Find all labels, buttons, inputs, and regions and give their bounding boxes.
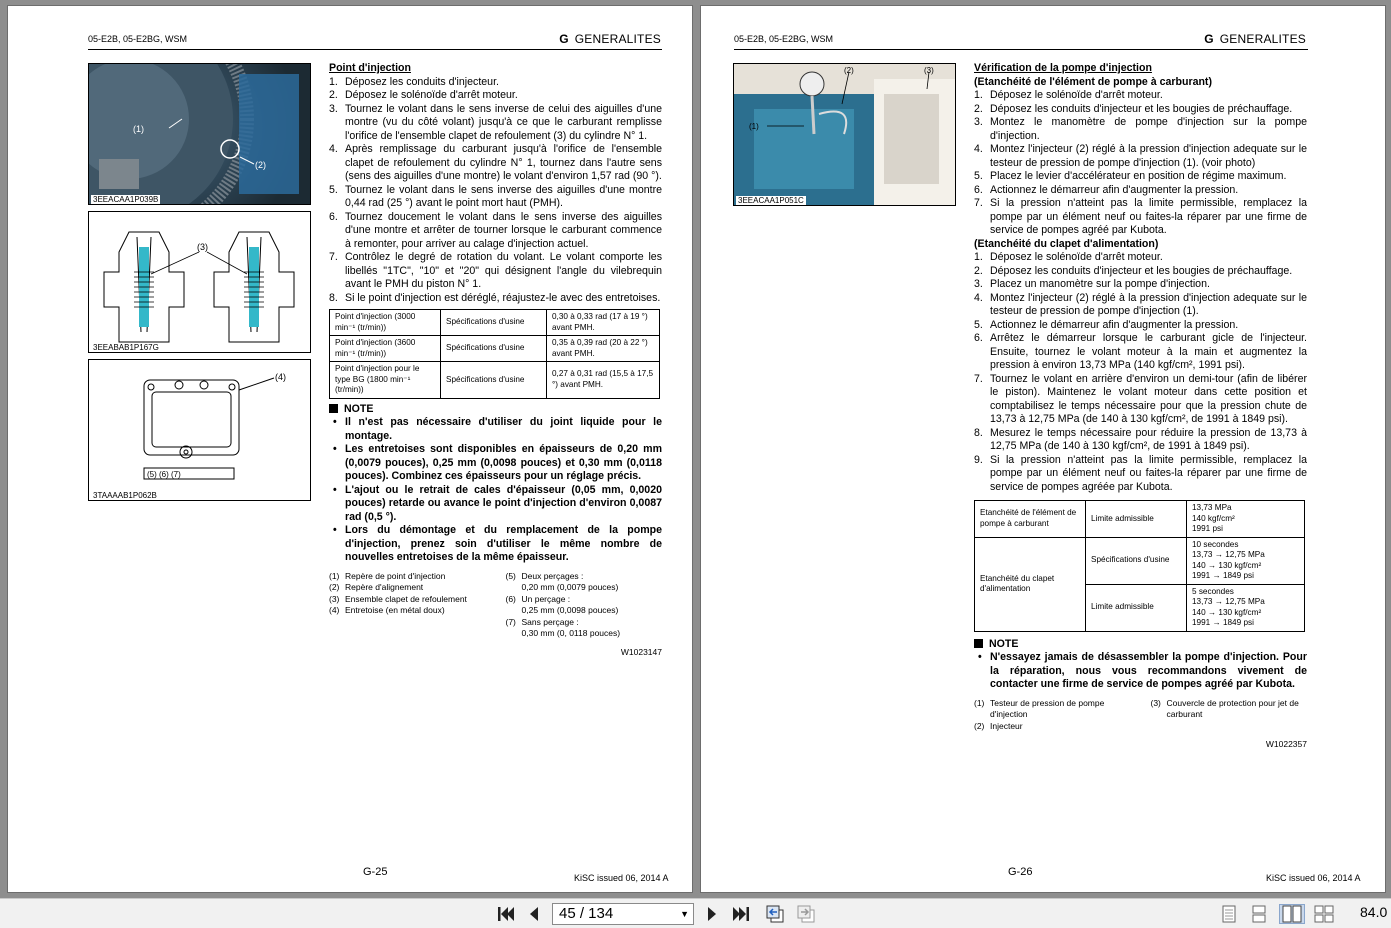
work-code: W1023147	[620, 646, 662, 657]
work-code: W1022357	[1265, 739, 1307, 749]
figure-flywheel-photo	[88, 63, 311, 205]
note-heading: NOTE	[974, 638, 1307, 652]
figure-caption: 3EEABAB1P167G	[93, 343, 159, 352]
table-row: Point d'injection pour le type BG (1800 min⁻¹ (tr/min)) Spécifications d'usine 0,27 à 0,31 rad (15,5 à 17,5 °) avant PMH.	[330, 362, 660, 399]
header-model: 05-E2B, 05-E2BG, WSM	[88, 34, 188, 44]
subsection-title: (Etanchéité de l'élément de pompe à carburant)	[974, 75, 1212, 88]
two-page-continuous-icon	[1314, 905, 1334, 923]
callout-1: (1)	[133, 124, 144, 134]
figure-caption: 3TAAAAB1P062B	[93, 491, 157, 500]
continuous-page-icon	[1252, 905, 1266, 923]
figure-legend: (1) Testeur de pression de pompe d'injection (2) Injecteur (3) Couvercle de protection pour jet de carburant	[974, 697, 1299, 731]
single-page-view-button[interactable]	[1219, 904, 1239, 924]
previous-page-icon	[528, 906, 540, 922]
step-item: 8. Mesurez le temps nécessaire pour réduire la pression de 13,73 à 12,75 MPa (de 140 à 130 kgf/cm², de 1991 à 1849 psi).	[974, 426, 1307, 452]
step-item: 1. Déposez le solénoïde d'arrêt moteur.	[974, 251, 1163, 263]
two-page-continuous-button[interactable]	[1313, 904, 1335, 924]
step-item: 5. Actionnez le démarreur afin d'augmenter la pression.	[974, 318, 1239, 331]
single-page-icon	[1222, 905, 1236, 923]
figure-pump-tester-photo	[733, 63, 956, 206]
page-right	[700, 5, 1386, 893]
figure-caption: 3EEACAA1P039B	[93, 195, 159, 204]
callout-4: (4)	[275, 372, 286, 382]
page-indicator: 45 / 134	[559, 905, 614, 922]
previous-page-button[interactable]	[525, 904, 543, 924]
figure-legend: (1) Repère de point d'injection (2) Repère d'alignement (3) Ensemble clapet de refoulement (4) Entretoise (en métal doux) (5) Deux perçages : 0,20 mm (0,0079 pouces) (6) Un perçage : 0,25 mm (0,0098 pouces) (7) Sans perçage : 0,30 mm (0, 0118 pouces)	[329, 570, 621, 638]
shim-illustration	[89, 360, 311, 501]
table-row: Etanchéité de l'élément de pompe à carburant Limite admissible 13,73 MPa 140 kgf/cm² 1991 psi	[975, 501, 1305, 538]
issued-label: KiSC issued 06, 2014 A	[574, 873, 669, 883]
figure-shim	[88, 359, 311, 501]
page-number: G-26	[1008, 866, 1033, 878]
next-view-icon	[796, 905, 816, 923]
callout-3: (3)	[924, 66, 934, 75]
pump-tester-illustration	[734, 64, 956, 206]
note-heading: NOTE	[329, 403, 662, 417]
step-item: 2. Déposez le solénoïde d'arrêt moteur.	[329, 89, 518, 101]
notes-list	[329, 416, 662, 565]
two-page-view-button[interactable]	[1279, 904, 1305, 924]
callout-2: (2)	[255, 160, 266, 170]
issued-label: KiSC issued 06, 2014 A	[1266, 873, 1361, 883]
table-row: Limite admissible 5 secondes 13,73 → 12,75 MPa 140 → 130 kgf/cm² 1991 → 1849 psi	[975, 584, 1305, 631]
step-item: 6. Arrêtez le démarreur lorsque le carburant gicle de l'injecteur. Ensuite, tournez le volant moteur à la main et augmentez la pression à environ 13,73 MPa (140 kgf/cm², 1991 psi).	[974, 332, 1307, 371]
note-item: • Lors du démontage et du remplacement de la pompe d'injection, prenez soin d'utiliser le même nombre de nouvelles entretoises de la même épaisseur.	[329, 524, 662, 565]
step-item: 5. Tournez le volant dans le sens inverse des aiguilles d'une montre 0,44 rad (25 °) avant le point mort haut (PMH).	[329, 183, 662, 209]
callout-2: (2)	[844, 66, 854, 75]
step-item: 7. Si la pression n'atteint pas la limite permissible, remplacez la pompe par un élément neuf ou faites-la réparer par une firme de service de pompes agréé par Kubota.	[974, 197, 1307, 236]
page-number: G-25	[363, 866, 388, 878]
continuous-view-button[interactable]	[1249, 904, 1269, 924]
section-title: Point d'injection	[329, 62, 411, 74]
note-item: • L'ajout ou le retrait de cales d'épaisseur (0,05 mm, 0,0020 pouces) retarde ou avance le point d'injection d'environ 0,0087 rad (0,5 °).	[329, 484, 662, 525]
flywheel-illustration	[89, 64, 311, 205]
header-rule	[88, 49, 662, 50]
chevron-down-icon: ▼	[680, 909, 689, 919]
step-item: 4. Montez l'injecteur (2) réglé à la pression d'injection adequate sur le testeur de pression de pompe d'injection (1).	[974, 291, 1307, 317]
table-row: Point d'injection (3600 min⁻¹ (tr/min)) Spécifications d'usine 0,35 à 0,39 rad (20 à 22 °) avant PMH.	[330, 336, 660, 362]
step-item: 4. Après remplissage du carburant jusqu'à l'orifice de l'ensemble clapet de refoulement du cylindre N° 1, tournez dans l'autre sens (sens des aiguilles d'une montre) le volant d'environ 1,57 rad (90 °).	[329, 143, 662, 182]
header-model: 05-E2B, 05-E2BG, WSM	[734, 34, 834, 44]
first-page-button[interactable]	[496, 904, 516, 924]
spec-table	[329, 309, 660, 399]
note-item: • N'essayez jamais de désassembler la pompe d'injection. Pour la réparation, nous vous recommandons vivement de contacter une firme de service de pompes agréé par Kubota.	[974, 651, 1307, 692]
step-item: 1. Déposez le solénoïde d'arrêt moteur.	[974, 89, 1163, 101]
zoom-level[interactable]: 84.0	[1360, 904, 1388, 920]
note-square-icon	[329, 404, 338, 413]
last-page-button[interactable]	[731, 904, 751, 924]
section-title: Vérification de la pompe d'injection	[974, 62, 1152, 74]
next-page-icon	[706, 906, 718, 922]
step-item: 4. Montez l'injecteur (2) réglé à la pression d'injection adequate sur le testeur de pression de pompe d'injection (1). (voir photo)	[974, 143, 1307, 169]
step-item: 6. Actionnez le démarreur afin d'augmenter la pression.	[974, 183, 1239, 196]
step-item: 6. Tournez doucement le volant dans le sens inverse des aiguilles d'une montre et arrêter de tourner lorsque le carburant commence à remonter, pour arriver au calage d'injection actuel.	[329, 210, 662, 250]
step-item: 3. Tournez le volant dans le sens inverse de celui des aiguilles d'une montre (vu du côté volant) jusqu'à ce que le carburant remplisse l'orifice de l'ensemble clapet de refoulement (3) du cylindre N° 1.	[329, 102, 662, 142]
next-page-button[interactable]	[703, 904, 721, 924]
header-section: G GENERALITES	[559, 32, 661, 46]
step-item: 7. Tournez le volant en arrière d'environ un demi-tour (afin de libérer le piston). Maintenez le volant moteur dans cette position et comptabilisez le temps nécessaire pour que la pression chute de 13,73 à 12,75 MPa (de 140 à 130 kgf/cm², de 1991 à 1849 psi).	[974, 372, 1307, 425]
viewer-toolbar	[0, 898, 1391, 928]
spec-table	[974, 500, 1305, 632]
step-item: 8. Si le point d'injection est déréglé, réajustez-le avec des entretoises.	[329, 291, 661, 304]
step-item: 3. Montez le manomètre de pompe d'injection sur la pompe d'injection.	[974, 116, 1307, 142]
step-item: 3. Placez un manomètre sur la pompe d'injection.	[974, 278, 1210, 290]
note-item: • Il n'est pas nécessaire d'utiliser du joint liquide pour le montage.	[329, 416, 662, 443]
figure-delivery-valve	[88, 211, 311, 353]
callout-row: (5) (6) (7)	[147, 470, 181, 479]
go-back-view-button[interactable]	[764, 904, 786, 924]
table-row: Etanchéité du clapet d'alimentation Spécifications d'usine 10 secondes 13,73 → 12,75 MPa 140 → 130 kgf/cm² 1991 → 1849 psi	[975, 537, 1305, 584]
last-page-icon	[732, 906, 750, 922]
header-section: G GENERALITES	[1204, 32, 1306, 46]
table-row: Point d'injection (3000 min⁻¹ (tr/min)) Spécifications d'usine 0,30 à 0,33 rad (17 à 19 °) avant PMH.	[330, 310, 660, 336]
note-square-icon	[974, 639, 983, 648]
delivery-valve-illustration	[89, 212, 311, 353]
header-rule	[734, 49, 1308, 50]
step-item: 9. Si la pression n'atteint pas la limite permissible, remplacez la pompe par un élément neuf ou faites-la réparer par une firme de service de pompes agréée par Kubota.	[974, 453, 1307, 493]
previous-view-icon	[765, 905, 785, 923]
figure-caption: 3EEACAA1P051C	[738, 196, 804, 205]
step-item: 2. Déposez les conduits d'injecteur et les bougies de préchauffage.	[974, 102, 1293, 115]
page-selector[interactable]	[552, 903, 694, 925]
step-item: 7. Contrôlez le degré de rotation du volant. Le volant comporte les libellés "1TC", "10" et "20" qui désignent l'angle du vilebrequin avant le PMH du piston N° 1.	[329, 251, 662, 290]
procedure-steps	[974, 251, 1307, 494]
callout-3: (3)	[197, 242, 208, 252]
procedure-steps	[329, 76, 662, 306]
right-text-column	[974, 62, 1307, 752]
note-item: • Les entretoises sont disponibles en épaisseurs de 0,20 mm (0,0079 pouces), 0,25 mm (0,0098 pouces) et 0,30 mm (0,0118 pouces). Combinez ces épaisseurs pour un réglage précis.	[329, 443, 662, 484]
subsection-title: (Etanchéité du clapet d'alimentation)	[974, 237, 1159, 250]
first-page-icon	[497, 906, 515, 922]
step-item: 2. Déposez les conduits d'injecteur et les bougies de préchauffage.	[974, 264, 1293, 277]
procedure-steps	[974, 89, 1307, 238]
step-item: 5. Placez le levier d'accélérateur en position de régime maximum.	[974, 170, 1287, 182]
go-forward-view-button[interactable]	[795, 904, 817, 924]
left-text-column	[329, 62, 662, 659]
step-item: 1. Déposez les conduits d'injecteur.	[329, 75, 499, 88]
two-page-icon	[1282, 905, 1302, 923]
page-left	[7, 5, 693, 893]
callout-1: (1)	[749, 122, 759, 131]
notes-list	[974, 651, 1307, 692]
